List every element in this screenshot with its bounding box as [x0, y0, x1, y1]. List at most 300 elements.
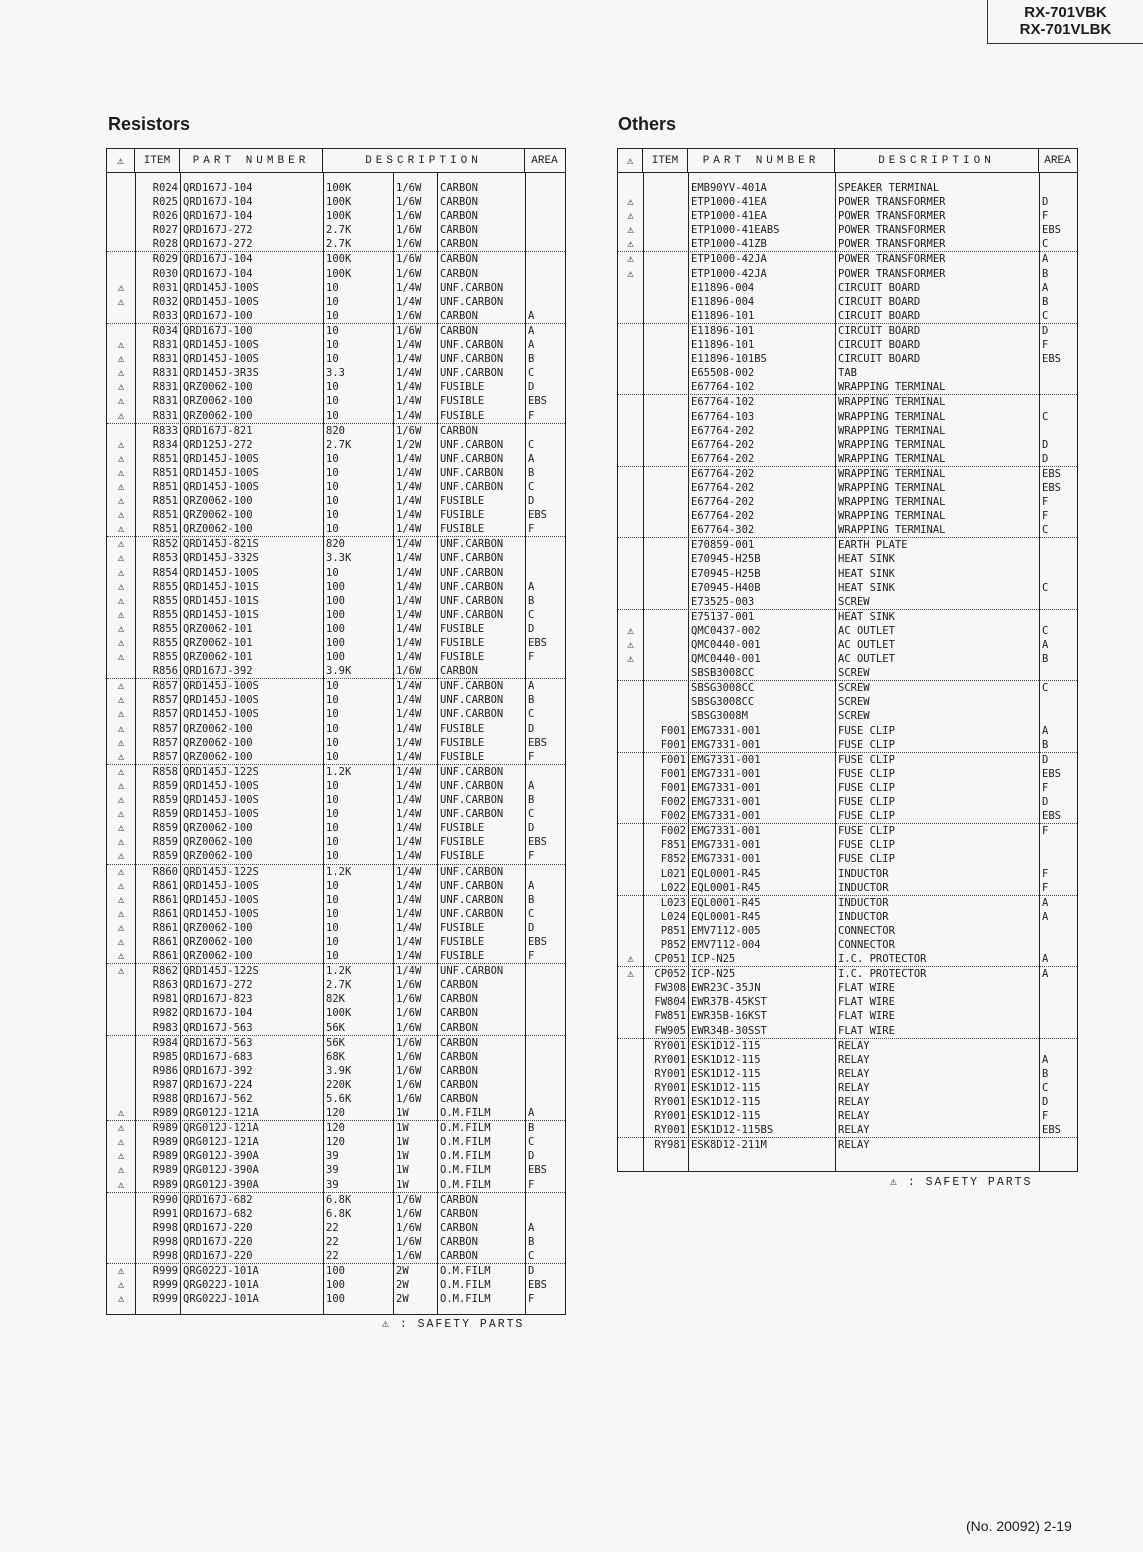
- table-row: [107, 1207, 565, 1221]
- part-number-cell: E11896-004: [691, 295, 755, 308]
- part-number-cell: QRD167J-104: [183, 1007, 253, 1020]
- value-cell: 100: [326, 580, 345, 593]
- type-cell: CARBON: [440, 1078, 478, 1091]
- value-cell: 10: [326, 794, 339, 807]
- safety-icon: ⚠: [117, 906, 125, 920]
- description-cell: HEAT SINK: [838, 567, 895, 580]
- wattage-cell: 1/4W: [396, 566, 422, 579]
- table-row: [107, 1106, 565, 1121]
- part-number-column-header: PART NUMBER: [688, 149, 835, 172]
- part-number-cell: E67764-103: [691, 410, 755, 423]
- wattage-cell: 1/4W: [396, 765, 422, 778]
- table-row: [618, 624, 1077, 638]
- safety-icon: ⚠: [627, 623, 634, 637]
- area-cell: A: [528, 680, 535, 693]
- item-cell: L024: [660, 910, 686, 923]
- area-cell: C: [528, 367, 535, 380]
- table-row: [618, 896, 1077, 910]
- safety-icon: ⚠: [117, 551, 125, 565]
- part-number-cell: ESK1D12-115: [691, 1039, 761, 1052]
- item-cell: R855: [152, 651, 178, 664]
- safety-icon: ⚠: [117, 479, 125, 493]
- item-cell: F002: [660, 825, 686, 838]
- value-cell: 100K: [326, 210, 352, 223]
- item-cell: R851: [152, 495, 178, 508]
- wattage-cell: 1/4W: [396, 836, 422, 849]
- safety-column-header: [107, 149, 135, 172]
- type-cell: UNF.CARBON: [440, 480, 504, 493]
- item-cell: R025: [152, 196, 178, 209]
- part-number-cell: QRD167J-683: [183, 1050, 253, 1063]
- table-row: [618, 338, 1077, 352]
- type-cell: O.M.FILM: [440, 1279, 491, 1292]
- safety-icon: [618, 1095, 643, 1109]
- part-number-cell: QRD145J-100S: [183, 480, 259, 493]
- type-cell: CARBON: [440, 224, 478, 237]
- type-cell: FUSIBLE: [440, 509, 485, 522]
- wattage-cell: 1/4W: [396, 538, 422, 551]
- description-cell: AC OUTLET: [838, 639, 895, 651]
- item-cell: R991: [152, 1207, 178, 1220]
- area-cell: [1039, 552, 1076, 566]
- item-cell: R831: [152, 353, 178, 366]
- value-cell: 10: [326, 893, 339, 906]
- description-cell: FLAT WIRE: [838, 1010, 895, 1023]
- item-cell: R989: [152, 1150, 178, 1163]
- part-number-cell: QRZ0062-100: [183, 409, 253, 422]
- model-number-1: RX-701VBK: [1024, 4, 1107, 21]
- table-row: [107, 1193, 565, 1207]
- part-number-cell: QRD167J-563: [183, 1021, 253, 1034]
- value-cell: 82K: [326, 993, 345, 1006]
- item-cell: R834: [152, 438, 178, 451]
- safety-icon: ⚠: [117, 778, 125, 792]
- item-column-header: ITEM: [135, 149, 180, 172]
- part-number-cell: E67764-202: [691, 467, 755, 480]
- area-cell: B: [528, 594, 535, 607]
- area-cell: D: [1042, 452, 1049, 465]
- table-row: [618, 638, 1077, 652]
- table-row: [618, 181, 1077, 195]
- table-row: [618, 838, 1077, 852]
- item-cell: R984: [152, 1036, 178, 1049]
- type-cell: O.M.FILM: [440, 1136, 491, 1149]
- safety-icon: ⚠: [117, 394, 125, 408]
- area-cell: A: [1042, 253, 1049, 266]
- wattage-cell: 1/4W: [396, 794, 422, 807]
- safety-icon: [618, 1109, 643, 1123]
- item-cell: R988: [152, 1093, 178, 1105]
- area-cell: EBS: [1042, 767, 1061, 780]
- value-cell: 100: [326, 608, 345, 621]
- item-cell: R999: [152, 1293, 178, 1306]
- part-number-cell: QRD145J-100S: [183, 295, 259, 308]
- area-cell: [525, 1050, 564, 1064]
- table-row: [618, 410, 1077, 424]
- item-cell: R831: [152, 409, 178, 422]
- table-row: [107, 309, 565, 324]
- value-cell: 100: [326, 622, 345, 635]
- item-cell: R861: [152, 907, 178, 920]
- safety-icon: ⚠: [627, 252, 634, 266]
- safety-icon: [618, 452, 643, 466]
- area-cell: [1039, 838, 1076, 852]
- area-cell: B: [1042, 295, 1049, 308]
- value-cell: 3.9K: [326, 1064, 352, 1077]
- part-number-cell: E67764-302: [691, 524, 755, 537]
- safety-icon: [618, 681, 643, 695]
- table-row: [618, 924, 1077, 938]
- table-row: [618, 380, 1077, 395]
- part-number-cell: QRD167J-821: [183, 424, 253, 437]
- wattage-cell: 1/4W: [396, 935, 422, 948]
- others-title: Others: [618, 114, 677, 134]
- table-row: [107, 1235, 565, 1249]
- value-cell: 56K: [326, 1036, 345, 1049]
- part-number-cell: EQL0001-R45: [691, 881, 761, 894]
- area-cell: [525, 424, 564, 438]
- description-cell: AC OUTLET: [838, 624, 895, 637]
- safety-icon: ⚠: [117, 280, 125, 294]
- item-cell: RY001: [654, 1053, 686, 1066]
- area-cell: C: [528, 608, 535, 621]
- item-cell: R856: [152, 665, 178, 678]
- description-cell: RELAY: [838, 1039, 870, 1052]
- item-cell: R831: [152, 395, 178, 408]
- part-number-cell: QRD145J-101S: [183, 594, 259, 607]
- description-cell: FLAT WIRE: [838, 996, 895, 1009]
- item-cell: R855: [152, 637, 178, 649]
- area-cell: B: [1042, 738, 1049, 751]
- safety-icon: [618, 281, 643, 295]
- safety-icon: [107, 424, 135, 438]
- type-cell: FUSIBLE: [440, 409, 485, 422]
- others-table-body: [618, 173, 1077, 1152]
- table-row: [107, 1149, 565, 1163]
- part-number-cell: EMG7331-001: [691, 853, 761, 866]
- area-cell: F: [528, 409, 535, 422]
- table-row: [107, 366, 565, 380]
- part-number-cell: QRD167J-104: [183, 253, 253, 266]
- wattage-cell: 1/6W: [396, 1221, 422, 1234]
- value-cell: 10: [326, 324, 339, 337]
- item-cell: R831: [152, 381, 178, 394]
- safety-icon: [618, 666, 643, 680]
- area-cell: [1039, 380, 1076, 394]
- safety-icon: ⚠: [117, 1163, 125, 1177]
- safety-icon: [618, 867, 643, 881]
- part-number-cell: QRD167J-104: [183, 182, 253, 194]
- item-cell: R989: [152, 1122, 178, 1135]
- area-cell: [525, 237, 564, 251]
- part-number-cell: QRZ0062-100: [183, 935, 253, 948]
- table-row: [618, 681, 1077, 695]
- part-number-cell: QRZ0062-100: [183, 495, 253, 508]
- table-row: [618, 795, 1077, 809]
- safety-icon: ⚠: [117, 537, 125, 551]
- table-row: [107, 409, 565, 424]
- area-cell: [1039, 666, 1076, 680]
- area-cell: F: [528, 950, 535, 963]
- table-row: [618, 552, 1077, 566]
- part-number-cell: QRD167J-104: [183, 267, 253, 280]
- type-cell: UNF.CARBON: [440, 680, 504, 693]
- table-row: [618, 753, 1077, 767]
- area-cell: D: [528, 381, 535, 394]
- item-cell: R990: [152, 1193, 178, 1206]
- safety-icon: [107, 267, 135, 281]
- type-cell: UNF.CARBON: [440, 907, 504, 920]
- wattage-cell: 1/6W: [396, 979, 422, 992]
- part-number-cell: ESK1D12-115: [691, 1067, 761, 1080]
- table-row: [618, 481, 1077, 495]
- safety-icon: [618, 1067, 643, 1081]
- type-cell: CARBON: [440, 1064, 478, 1077]
- safety-icon: [618, 1024, 643, 1038]
- item-cell: R861: [152, 893, 178, 906]
- item-cell: [643, 195, 688, 209]
- value-cell: 10: [326, 339, 339, 352]
- area-cell: D: [1042, 796, 1049, 809]
- table-row: [107, 594, 565, 608]
- table-row: [107, 992, 565, 1006]
- part-number-cell: QRG012J-390A: [183, 1150, 259, 1163]
- table-row: [618, 324, 1077, 338]
- safety-icon: [618, 938, 643, 952]
- area-cell: F: [1042, 781, 1049, 794]
- description-cell: FUSE CLIP: [838, 767, 895, 780]
- wattage-cell: 1/4W: [396, 694, 422, 707]
- item-cell: R851: [152, 509, 178, 522]
- table-row: [618, 738, 1077, 753]
- part-number-cell: QRZ0062-100: [183, 921, 253, 934]
- item-cell: F001: [660, 781, 686, 794]
- area-cell: C: [528, 808, 535, 821]
- part-number-cell: ESK1D12-115: [691, 1081, 761, 1094]
- item-cell: R857: [152, 750, 178, 763]
- safety-icon: ⚠: [627, 209, 634, 223]
- description-cell: FUSE CLIP: [838, 810, 895, 823]
- safety-icon: ⚠: [117, 366, 125, 380]
- area-cell: B: [528, 1122, 535, 1135]
- table-row: [107, 636, 565, 650]
- value-cell: 120: [326, 1107, 345, 1120]
- wattage-cell: 1/6W: [396, 182, 422, 194]
- area-cell: C: [528, 907, 535, 920]
- wattage-cell: 1/6W: [396, 1036, 422, 1049]
- area-cell: F: [528, 750, 535, 763]
- item-cell: F002: [660, 810, 686, 823]
- type-cell: FUSIBLE: [440, 495, 485, 508]
- item-cell: RY981: [654, 1139, 686, 1152]
- safety-icon: ⚠: [117, 522, 125, 536]
- value-cell: 10: [326, 921, 339, 934]
- item-cell: R859: [152, 808, 178, 821]
- part-number-cell: QRD145J-332S: [183, 552, 259, 565]
- value-cell: 6.8K: [326, 1193, 352, 1206]
- area-cell: D: [528, 622, 535, 635]
- area-cell: C: [1042, 410, 1049, 423]
- area-cell: [525, 1092, 564, 1106]
- type-cell: UNF.CARBON: [440, 765, 504, 778]
- item-cell: P852: [660, 938, 686, 951]
- safety-icon: ⚠: [117, 849, 125, 863]
- part-number-cell: ESK1D12-115: [691, 1053, 761, 1066]
- safety-icon: [107, 209, 135, 223]
- safety-icon: [618, 438, 643, 452]
- part-number-cell: QRG012J-121A: [183, 1122, 259, 1135]
- safety-icon: ⚠: [627, 967, 634, 981]
- table-row: [107, 195, 565, 209]
- area-cell: B: [528, 694, 535, 707]
- wattage-cell: 1/6W: [396, 1021, 422, 1034]
- part-number-cell: E75137-001: [691, 610, 755, 623]
- wattage-cell: 1/4W: [396, 608, 422, 621]
- value-cell: 10: [326, 708, 339, 721]
- item-cell: [643, 209, 688, 223]
- wattage-cell: 1/4W: [396, 495, 422, 508]
- description-cell: FUSE CLIP: [838, 853, 895, 866]
- resistors-table: [106, 148, 566, 1315]
- table-row: [107, 835, 565, 849]
- others-safety-note: ⚠ : SAFETY PARTS: [890, 1176, 1033, 1189]
- item-cell: [643, 338, 688, 352]
- value-cell: 10: [326, 722, 339, 735]
- part-number-cell: QRG012J-390A: [183, 1164, 259, 1177]
- type-cell: UNF.CARBON: [440, 893, 504, 906]
- description-column-header: DESCRIPTION: [835, 149, 1039, 172]
- safety-icon: [107, 195, 135, 209]
- table-row: [107, 1135, 565, 1149]
- item-cell: [643, 538, 688, 552]
- item-cell: F001: [660, 767, 686, 780]
- wattage-cell: 1/4W: [396, 395, 422, 408]
- safety-icon: ⚠: [117, 1292, 125, 1306]
- item-cell: [643, 295, 688, 309]
- wattage-cell: 1/6W: [396, 1050, 422, 1063]
- item-cell: [643, 281, 688, 295]
- description-cell: FUSE CLIP: [838, 796, 895, 809]
- safety-icon: [107, 1092, 135, 1106]
- value-cell: 100K: [326, 253, 352, 266]
- area-cell: A: [528, 339, 535, 352]
- type-cell: CARBON: [440, 267, 478, 280]
- item-cell: FW851: [654, 1010, 686, 1023]
- value-cell: 10: [326, 381, 339, 394]
- safety-icon: ⚠: [117, 1149, 125, 1163]
- safety-icon: [618, 1138, 643, 1152]
- safety-icon: ⚠: [117, 964, 125, 978]
- table-row: [107, 964, 565, 978]
- safety-icon: ⚠: [117, 294, 125, 308]
- safety-icon: [618, 610, 643, 624]
- area-cell: F: [1042, 881, 1049, 894]
- area-cell: D: [528, 822, 535, 835]
- safety-icon: ⚠: [627, 266, 634, 280]
- part-number-cell: QRD145J-100S: [183, 466, 259, 479]
- table-row: [107, 1036, 565, 1050]
- area-cell: F: [1042, 825, 1049, 838]
- description-cell: CIRCUIT BOARD: [838, 353, 921, 366]
- item-cell: [643, 624, 688, 638]
- safety-icon: [107, 1193, 135, 1207]
- part-number-cell: QRG012J-390A: [183, 1178, 259, 1191]
- part-number-cell: EMG7331-001: [691, 724, 761, 737]
- value-cell: 39: [326, 1150, 339, 1163]
- value-cell: 1.2K: [326, 965, 352, 978]
- table-row: [618, 1081, 1077, 1095]
- table-row: [107, 267, 565, 281]
- value-cell: 68K: [326, 1050, 345, 1063]
- part-number-cell: EMG7331-001: [691, 810, 761, 823]
- part-number-cell: QRD145J-100S: [183, 907, 259, 920]
- description-cell: FUSE CLIP: [838, 825, 895, 838]
- safety-icon: ⚠: [626, 155, 634, 168]
- safety-icon: ⚠: [117, 721, 125, 735]
- type-cell: FUSIBLE: [440, 381, 485, 394]
- value-cell: 100K: [326, 196, 352, 209]
- safety-icon: [107, 1064, 135, 1078]
- safety-icon: ⚠: [117, 892, 125, 906]
- part-number-cell: E70945-H40B: [691, 581, 761, 594]
- item-cell: F851: [660, 839, 686, 852]
- area-cell: A: [1042, 910, 1049, 923]
- part-number-cell: QRD145J-101S: [183, 608, 259, 621]
- safety-icon: ⚠: [627, 223, 634, 237]
- safety-icon: [107, 1078, 135, 1092]
- table-row: [107, 707, 565, 721]
- item-cell: [643, 481, 688, 495]
- description-cell: FLAT WIRE: [838, 982, 895, 995]
- safety-icon: [107, 1207, 135, 1221]
- wattage-cell: 2W: [396, 1293, 409, 1306]
- part-number-cell: QRZ0062-100: [183, 395, 253, 408]
- type-cell: UNF.CARBON: [440, 295, 504, 308]
- safety-icon: ⚠: [117, 835, 125, 849]
- part-number-cell: ESK8D12-211M: [691, 1139, 767, 1152]
- safety-icon: ⚠: [117, 735, 125, 749]
- part-number-cell: QRD145J-100S: [183, 708, 259, 721]
- safety-icon: ⚠: [117, 864, 125, 878]
- area-cell: EBS: [1042, 481, 1061, 494]
- safety-icon: ⚠: [117, 380, 125, 394]
- area-cell: [525, 295, 564, 309]
- item-cell: R831: [152, 367, 178, 380]
- area-cell: B: [1042, 267, 1049, 280]
- item-cell: FW804: [654, 996, 686, 1009]
- part-number-cell: QRD145J-100S: [183, 566, 259, 579]
- value-cell: 39: [326, 1164, 339, 1177]
- area-cell: A: [528, 879, 535, 892]
- value-cell: 820: [326, 538, 345, 551]
- wattage-cell: 1/6W: [396, 1250, 422, 1263]
- item-cell: L023: [660, 896, 686, 909]
- part-number-cell: QRD167J-563: [183, 1036, 253, 1049]
- area-cell: EBS: [1042, 224, 1061, 237]
- safety-icon: [618, 295, 643, 309]
- safety-icon: [618, 395, 643, 409]
- area-cell: D: [1042, 324, 1049, 337]
- item-cell: [643, 309, 688, 323]
- item-cell: [643, 595, 688, 609]
- wattage-cell: 1/6W: [396, 665, 422, 678]
- part-number-cell: E11896-101BS: [691, 353, 767, 366]
- model-number-2: RX-701VLBK: [1019, 21, 1112, 38]
- item-cell: R831: [152, 339, 178, 352]
- item-cell: R857: [152, 708, 178, 721]
- resistors-safety-note: ⚠ : SAFETY PARTS: [382, 1318, 525, 1331]
- safety-icon: [618, 724, 643, 738]
